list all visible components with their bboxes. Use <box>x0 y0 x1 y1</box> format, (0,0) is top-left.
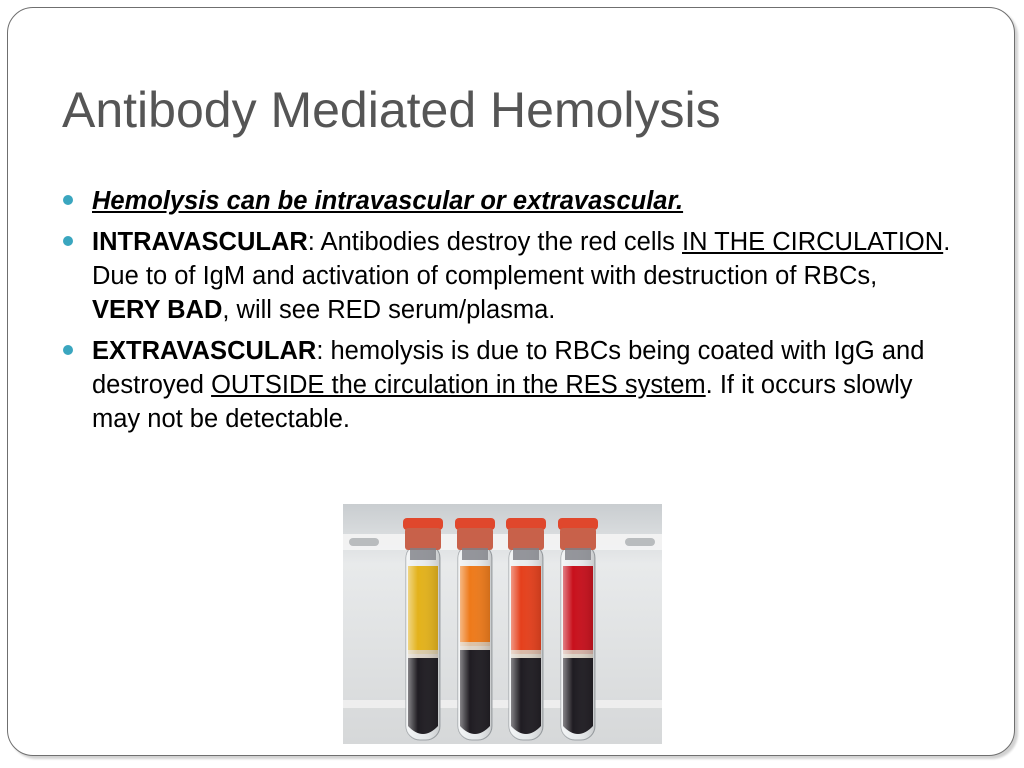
tube-cap <box>560 528 596 550</box>
bullet-underlined-text: OUTSIDE the circulation in the RES system <box>211 371 706 399</box>
bullet-list <box>62 184 952 443</box>
test-tubes-photo <box>343 504 662 744</box>
bullet-bold-text: VERY BAD <box>92 296 223 324</box>
bullet-text: . If it occurs slowly may not be detectable. <box>92 371 913 433</box>
bullet-text: . Due to of IgM and activation of complement with destruction of RBCs, <box>92 228 951 290</box>
bullet-term: INTRAVASCULAR <box>92 228 308 256</box>
bullet-text: : Antibodies destroy the red cells <box>307 228 683 256</box>
tube-stopper <box>462 548 488 560</box>
tube-stopper <box>513 548 539 560</box>
tube-cap <box>457 528 493 550</box>
bullet-dot-icon <box>63 345 73 355</box>
bullet-text: Hemolysis can be intravascular or extravascular. <box>92 187 684 215</box>
bullet-text: : hemolysis is due to RBCs being coated with IgG and destroyed <box>92 337 925 399</box>
tube-stopper <box>565 548 591 560</box>
bullet-underlined-text: IN THE CIRCULATION <box>682 228 944 256</box>
bullet-item-extravascular <box>62 334 952 436</box>
tube-cap <box>508 528 544 550</box>
bullet-item-intravascular <box>62 225 952 327</box>
bullet-dot-icon <box>63 236 73 246</box>
bullet-dot-icon <box>63 195 73 205</box>
bullet-item-hemolysis-types <box>62 184 952 218</box>
bullet-text: , will see RED serum/plasma. <box>222 296 556 324</box>
bullet-term: EXTRAVASCULAR <box>92 337 317 365</box>
slide-title: Antibody Mediated Hemolysis <box>62 82 721 138</box>
tube-cap <box>405 528 441 550</box>
tube-stopper <box>410 548 436 560</box>
